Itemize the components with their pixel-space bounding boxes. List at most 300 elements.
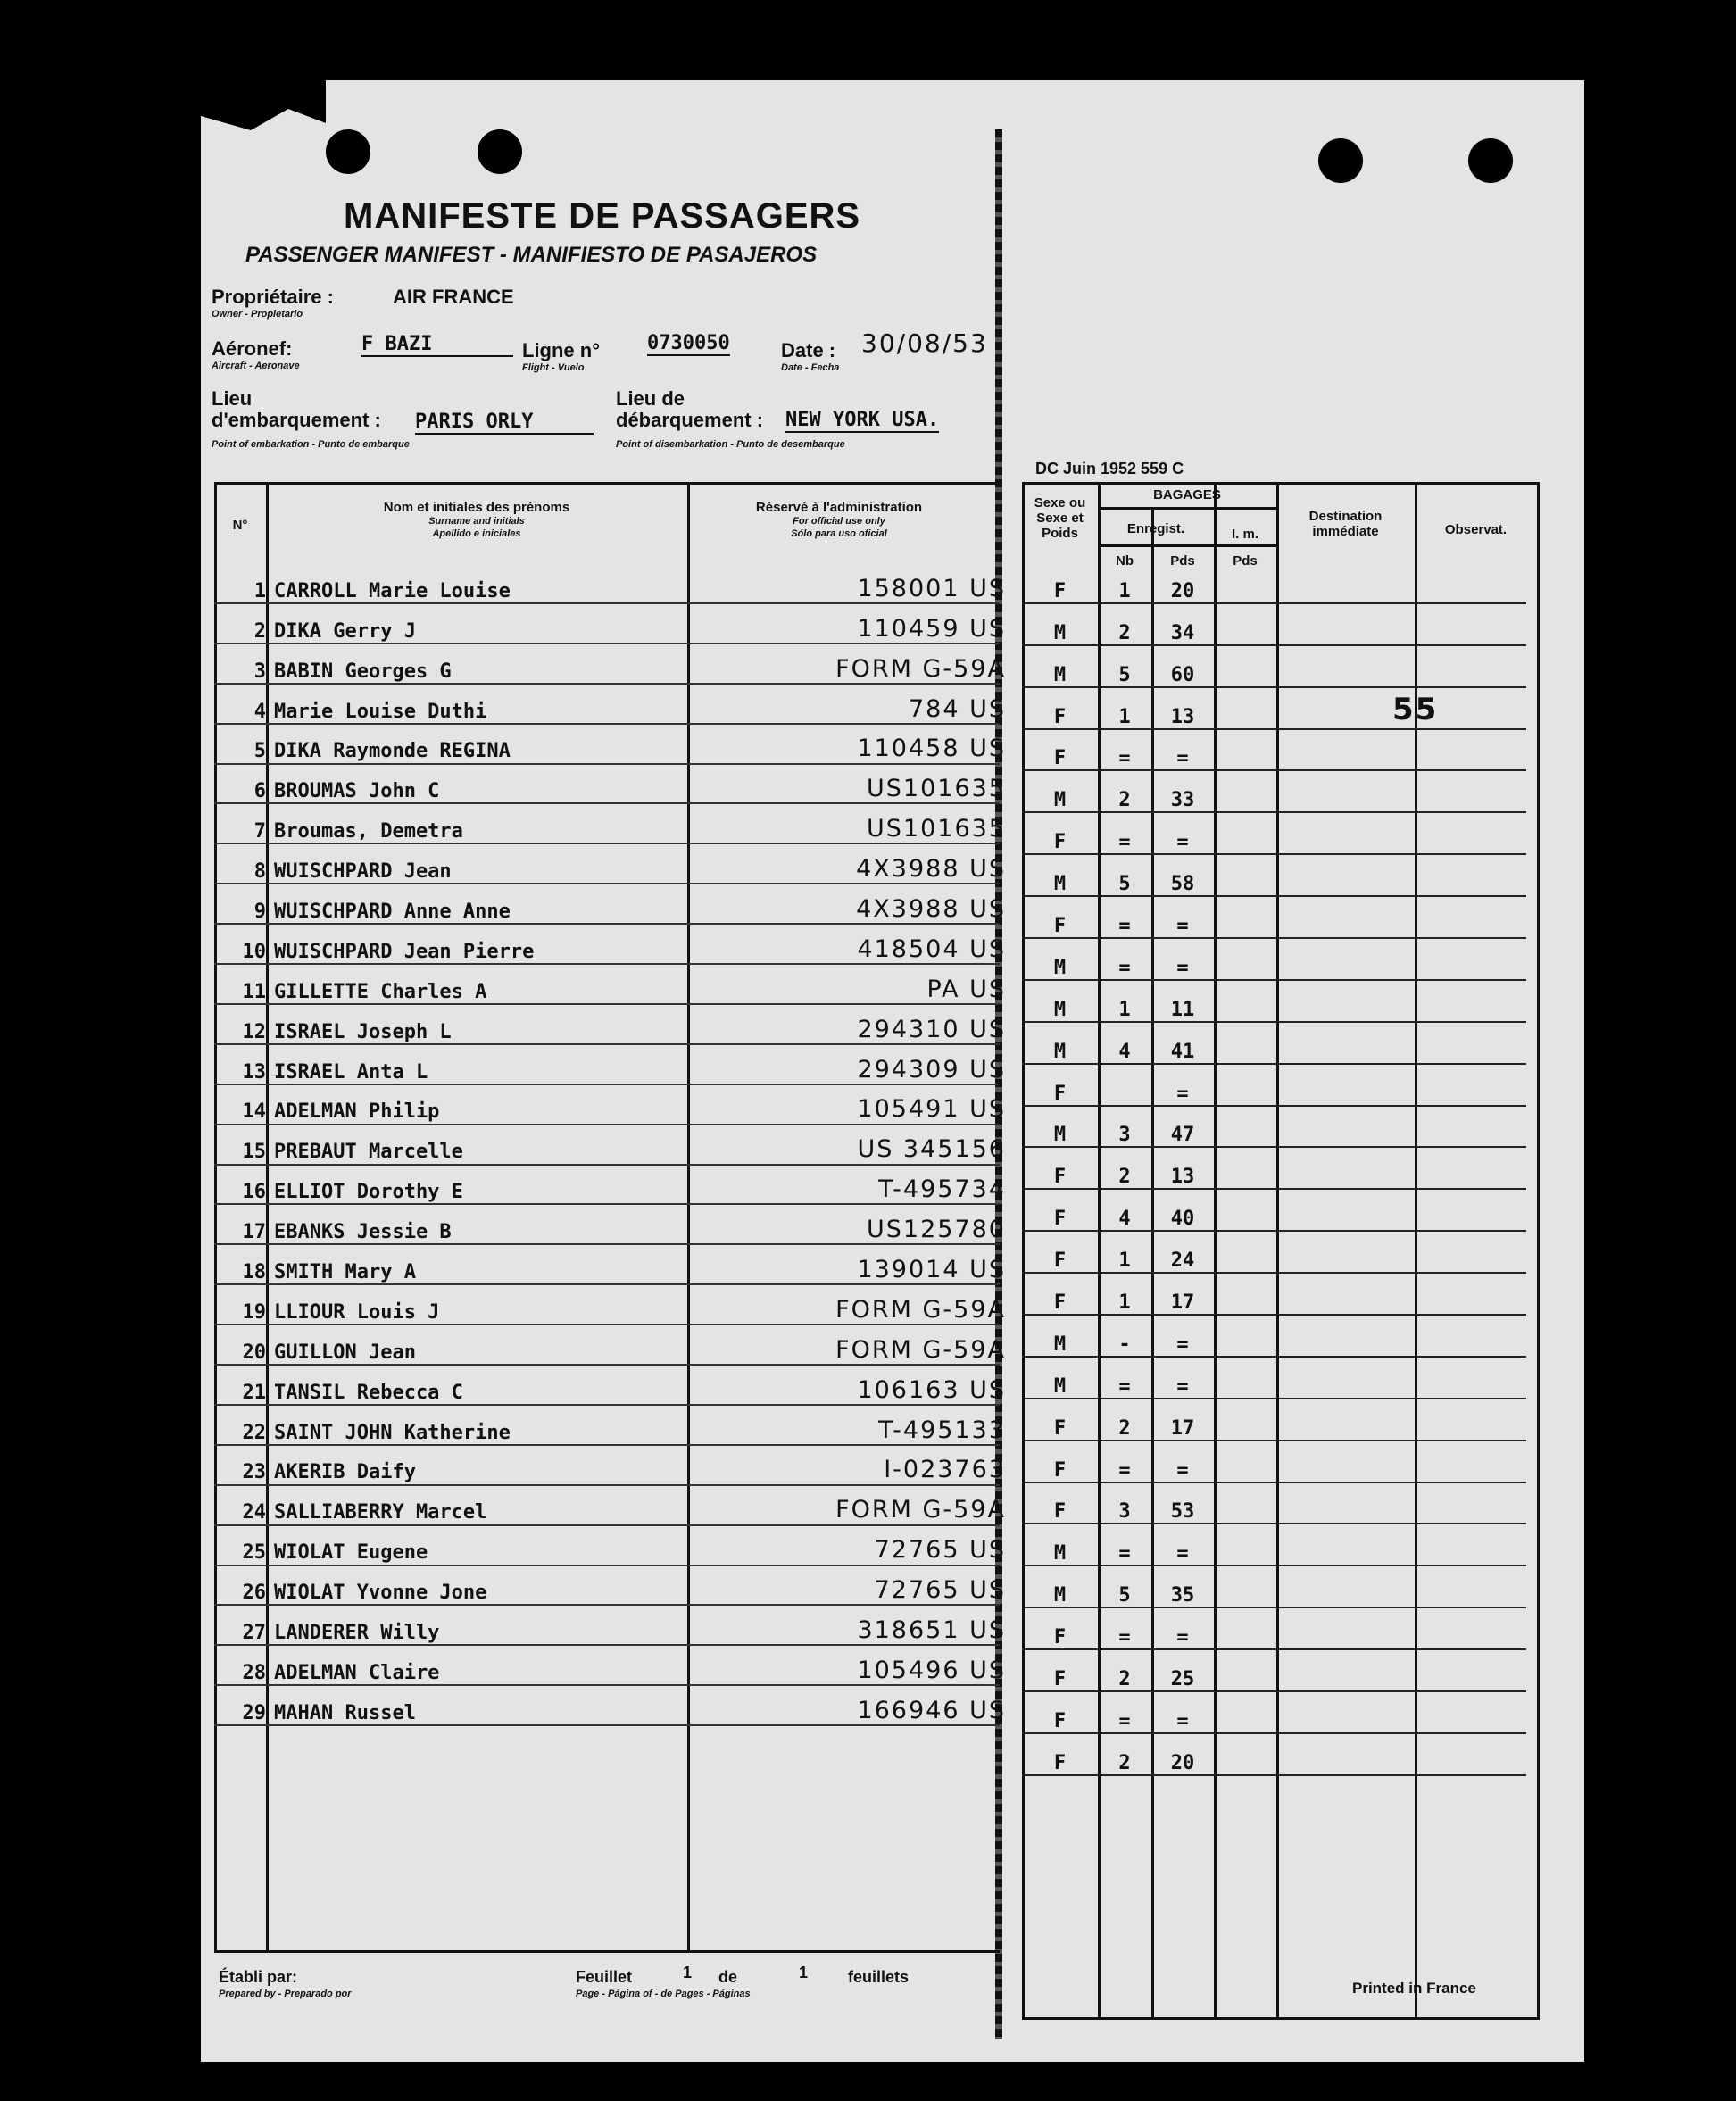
passenger-row — [214, 762, 1015, 802]
admin-number: FORM G-59A — [835, 1496, 1006, 1524]
observation-cell — [1415, 1524, 1526, 1565]
row-number: 13 — [242, 1060, 266, 1084]
passenger-name: CARROLL Marie Louise — [274, 579, 511, 602]
baggage-row — [1022, 1106, 1526, 1148]
row-number: 23 — [242, 1461, 266, 1484]
of-label: de — [718, 1968, 738, 1986]
hand-weight-cell — [1214, 1315, 1276, 1357]
hand-weight-cell — [1214, 1064, 1276, 1106]
passenger-name: SMITH Mary A — [274, 1261, 416, 1284]
row-number: 28 — [242, 1661, 266, 1684]
destination-cell — [1276, 1691, 1415, 1733]
owner-sub: Owner - Propietario — [212, 309, 303, 320]
col-admin-sub: For official use only — [793, 516, 885, 527]
sex-cell: F — [1022, 1399, 1098, 1441]
punch-hole — [478, 129, 522, 174]
passenger-row — [214, 1644, 1015, 1684]
sex-cell: F — [1022, 812, 1098, 854]
sex-cell: M — [1022, 1315, 1098, 1357]
row-number: 6 — [253, 780, 266, 803]
bag-weight-cell: 13 — [1151, 1147, 1214, 1189]
passenger-row — [214, 1324, 1015, 1364]
bag-count-cell: = — [1098, 812, 1151, 854]
passenger-name: Marie Louise Duthi — [274, 700, 487, 723]
bag-count-cell: 2 — [1098, 1649, 1151, 1691]
sex-cell: M — [1022, 1357, 1098, 1399]
passenger-row — [214, 1483, 1015, 1524]
col-name-sub2: Apellido e iniciales — [432, 528, 521, 539]
baggage-row — [1022, 980, 1526, 1022]
bag-weight-cell: = — [1151, 1064, 1214, 1106]
passenger-name: GILLETTE Charles A — [274, 980, 487, 1003]
baggage-row — [1022, 1565, 1526, 1607]
row-number: 19 — [242, 1300, 266, 1324]
sheet-value: 1 — [683, 1964, 693, 1981]
admin-number: 72765 US — [874, 1576, 1006, 1605]
passenger-name: LLIOUR Louis J — [274, 1300, 440, 1324]
passenger-row — [214, 683, 1015, 723]
observation-cell — [1415, 687, 1526, 729]
passenger-name: PREBAUT Marcelle — [274, 1141, 463, 1164]
admin-number: T-495734 — [878, 1175, 1006, 1204]
hand-weight-cell — [1214, 645, 1276, 687]
admin-number: 139014 US — [857, 1256, 1006, 1284]
col-pds-header: Pds — [1170, 553, 1195, 569]
bag-weight-cell: = — [1151, 1691, 1214, 1733]
baggage-row — [1022, 729, 1526, 771]
hand-weight-cell — [1214, 896, 1276, 938]
row-divider — [214, 1003, 1000, 1005]
passenger-row — [214, 1404, 1015, 1444]
row-divider — [214, 843, 1000, 844]
observation-cell — [1415, 1357, 1526, 1399]
bag-weight-cell: = — [1151, 1607, 1214, 1649]
row-number: 7 — [253, 820, 266, 843]
hand-weight-cell — [1214, 1733, 1276, 1775]
embark-sub: Point of embarkation - Punto de embarque — [212, 439, 410, 450]
sex-cell: M — [1022, 1524, 1098, 1565]
row-divider — [214, 1324, 1000, 1325]
row-divider — [214, 1644, 1000, 1646]
sex-cell: M — [1022, 854, 1098, 896]
destination-cell — [1276, 1607, 1415, 1649]
destination-cell — [1276, 1441, 1415, 1482]
aircraft-sub: Aircraft - Aeronave — [212, 361, 300, 371]
col-sex-header: Sexe ou Sexe et Poids — [1034, 495, 1086, 541]
bag-weight-cell: 47 — [1151, 1106, 1214, 1148]
passenger-name: AKERIB Daify — [274, 1461, 416, 1484]
passenger-row — [214, 1444, 1015, 1484]
admin-number: 72765 US — [874, 1536, 1006, 1565]
bag-weight-cell: 34 — [1151, 603, 1214, 645]
observation-cell — [1415, 1147, 1526, 1189]
row-divider — [214, 1243, 1000, 1245]
admin-number: US125780 — [867, 1216, 1006, 1244]
destination-cell — [1276, 1064, 1415, 1106]
destination-cell — [1276, 1189, 1415, 1231]
baggage-row — [1022, 1399, 1526, 1441]
observation-cell — [1415, 938, 1526, 980]
row-number: 24 — [242, 1501, 266, 1524]
col-hand-pds-header: Pds — [1233, 553, 1258, 569]
destination-cell — [1276, 1147, 1415, 1189]
row-number: 17 — [242, 1221, 266, 1244]
bag-count-cell: 5 — [1098, 854, 1151, 896]
bag-weight-cell: 11 — [1151, 980, 1214, 1022]
baggage-table — [1022, 562, 1526, 1776]
bag-count-cell: 3 — [1098, 1106, 1151, 1148]
hand-weight-cell — [1214, 1524, 1276, 1565]
bag-count-cell: = — [1098, 938, 1151, 980]
bag-count-cell: = — [1098, 1441, 1151, 1482]
admin-number: PA US — [926, 975, 1006, 1003]
bag-count-cell: = — [1098, 729, 1151, 771]
passenger-row — [214, 1684, 1015, 1724]
admin-number: FORM G-59A — [835, 1335, 1006, 1364]
row-divider — [214, 883, 1000, 884]
row-number: 16 — [242, 1181, 266, 1204]
passenger-name: TANSIL Rebecca C — [274, 1381, 463, 1404]
observation-cell — [1415, 603, 1526, 645]
baggage-row — [1022, 1147, 1526, 1189]
bag-weight-cell: 58 — [1151, 854, 1214, 896]
bag-weight-cell: 53 — [1151, 1482, 1214, 1524]
sex-cell: F — [1022, 1607, 1098, 1649]
punch-hole — [326, 129, 370, 174]
baggage-row — [1022, 1733, 1526, 1775]
bag-weight-cell: = — [1151, 1315, 1214, 1357]
destination-annotation: 55 — [1392, 692, 1439, 727]
sex-cell: F — [1022, 729, 1098, 771]
destination-cell — [1276, 896, 1415, 938]
baggage-row — [1022, 770, 1526, 812]
prepared-sub: Prepared by - Preparado por — [219, 1989, 352, 1999]
baggage-row — [1022, 562, 1526, 603]
admin-number: 784 US — [908, 694, 1006, 723]
row-divider — [214, 1404, 1000, 1406]
destination-cell — [1276, 603, 1415, 645]
col-baggage-header: BAGAGES — [1153, 487, 1221, 502]
sex-cell: M — [1022, 645, 1098, 687]
punch-hole — [1318, 138, 1363, 183]
bag-weight-cell: 20 — [1151, 1733, 1214, 1775]
baggage-row — [1022, 1649, 1526, 1691]
passenger-name: ADELMAN Claire — [274, 1661, 440, 1684]
row-number: 8 — [253, 860, 266, 884]
row-divider — [214, 1203, 1000, 1205]
owner-value: AIR FRANCE — [393, 286, 514, 308]
admin-number: FORM G-59A — [835, 1295, 1006, 1324]
passenger-row — [214, 963, 1015, 1003]
baggage-row — [1022, 1064, 1526, 1106]
printed-in: Printed in France — [1352, 1980, 1476, 1997]
sex-cell: F — [1022, 1691, 1098, 1733]
hand-weight-cell — [1214, 687, 1276, 729]
row-divider — [214, 1604, 1000, 1606]
bag-count-cell: 2 — [1098, 603, 1151, 645]
row-number: 20 — [242, 1341, 266, 1364]
row-divider — [214, 923, 1000, 925]
destination-cell — [1276, 687, 1415, 729]
hand-weight-cell — [1214, 1189, 1276, 1231]
admin-number: 110459 US — [857, 614, 1006, 643]
passenger-name: MAHAN Russel — [274, 1701, 416, 1724]
row-number: 2 — [253, 619, 266, 643]
destination-cell — [1276, 1649, 1415, 1691]
hand-weight-cell — [1214, 854, 1276, 896]
hand-weight-cell — [1214, 1565, 1276, 1607]
baggage-row — [1022, 1441, 1526, 1482]
baggage-row — [1022, 645, 1526, 687]
date-value: 30/08/53 — [861, 328, 988, 358]
baggage-row — [1022, 1273, 1526, 1315]
line-sub: Flight - Vuelo — [522, 362, 585, 373]
sex-cell: F — [1022, 896, 1098, 938]
row-number: 11 — [242, 980, 266, 1003]
bag-count-cell: 2 — [1098, 770, 1151, 812]
col-name-sub: Surname and initials — [428, 516, 525, 527]
admin-number: 106163 US — [857, 1375, 1006, 1404]
passenger-row — [214, 1604, 1015, 1644]
observation-cell — [1415, 1399, 1526, 1441]
sex-cell: F — [1022, 1189, 1098, 1231]
baggage-row — [1022, 1022, 1526, 1064]
sex-cell: F — [1022, 1064, 1098, 1106]
hand-weight-cell — [1214, 603, 1276, 645]
bag-weight-cell: 24 — [1151, 1231, 1214, 1273]
embark-label: Lieu d'embarquement : — [212, 387, 381, 431]
sheets-label: feuillets — [848, 1968, 910, 1986]
observation-cell — [1415, 980, 1526, 1022]
passenger-row — [214, 1283, 1015, 1324]
destination-cell — [1276, 812, 1415, 854]
bag-weight-cell: 17 — [1151, 1273, 1214, 1315]
row-divider — [214, 1364, 1000, 1366]
observation-cell — [1415, 854, 1526, 896]
observation-cell — [1415, 812, 1526, 854]
of-value: 1 — [799, 1964, 809, 1981]
row-divider — [214, 1124, 1000, 1125]
bag-count-cell: - — [1098, 1315, 1151, 1357]
row-divider — [214, 1164, 1000, 1166]
bag-weight-cell: = — [1151, 1357, 1214, 1399]
passenger-name: ISRAEL Joseph L — [274, 1020, 452, 1043]
hand-weight-cell — [1214, 1649, 1276, 1691]
sex-cell: M — [1022, 1106, 1098, 1148]
admin-number: 110458 US — [857, 735, 1006, 763]
bag-count-cell: 2 — [1098, 1733, 1151, 1775]
disembark-label: Lieu de débarquement : — [616, 387, 764, 431]
baggage-row — [1022, 1231, 1526, 1273]
observation-cell — [1415, 1189, 1526, 1231]
passenger-name: WUISCHPARD Anne Anne — [274, 901, 511, 924]
observation-cell — [1415, 1441, 1526, 1482]
passenger-row — [214, 1524, 1015, 1564]
sex-cell: M — [1022, 980, 1098, 1022]
observation-cell — [1415, 1733, 1526, 1775]
destination-cell — [1276, 1482, 1415, 1524]
bag-count-cell: 2 — [1098, 1399, 1151, 1441]
passenger-row — [214, 1203, 1015, 1243]
observation-cell — [1415, 729, 1526, 771]
row-number: 5 — [253, 740, 266, 763]
row-divider — [214, 1724, 1000, 1726]
passenger-name: BABIN Georges G — [274, 660, 452, 683]
passenger-name: ELLIOT Dorothy E — [274, 1181, 463, 1204]
bag-count-cell: 4 — [1098, 1189, 1151, 1231]
prepared-label: Établi par: — [219, 1968, 298, 1986]
row-divider — [214, 1524, 1000, 1526]
baggage-row — [1022, 687, 1526, 729]
row-divider — [214, 683, 1000, 685]
row-number: 15 — [242, 1141, 266, 1164]
destination-cell — [1276, 562, 1415, 603]
passenger-name: WUISCHPARD Jean — [274, 860, 452, 884]
hand-weight-cell — [1214, 1106, 1276, 1148]
line-label: Ligne n° — [522, 339, 601, 361]
row-divider — [214, 643, 1000, 644]
bag-weight-cell: 20 — [1151, 562, 1214, 603]
admin-number: US101635 — [867, 815, 1006, 843]
bag-count-cell: = — [1098, 1357, 1151, 1399]
hand-weight-cell — [1214, 812, 1276, 854]
form-code: DC Juin 1952 559 C — [1035, 460, 1184, 478]
destination-cell — [1276, 1022, 1415, 1064]
bag-weight-cell: 33 — [1151, 770, 1214, 812]
passenger-name: ISRAEL Anta L — [274, 1060, 428, 1084]
row-number: 27 — [242, 1622, 266, 1645]
bag-weight-cell: 13 — [1151, 687, 1214, 729]
admin-number: 4X3988 US — [856, 855, 1006, 884]
admin-number: 4X3988 US — [856, 895, 1006, 924]
baggage-row — [1022, 1691, 1526, 1733]
admin-number: I-023763 — [884, 1456, 1006, 1484]
bag-count-cell: 4 — [1098, 1022, 1151, 1064]
sex-cell: M — [1022, 603, 1098, 645]
hand-weight-cell — [1214, 1231, 1276, 1273]
passenger-name: DIKA Raymonde REGINA — [274, 740, 511, 763]
hand-weight-cell — [1214, 1022, 1276, 1064]
passenger-row — [214, 843, 1015, 883]
bag-weight-cell: = — [1151, 812, 1214, 854]
passenger-name: EBANKS Jessie B — [274, 1221, 452, 1244]
row-divider — [214, 963, 1000, 965]
hand-weight-cell — [1214, 938, 1276, 980]
passenger-name: SALLIABERRY Marcel — [274, 1501, 487, 1524]
row-number: 25 — [242, 1541, 266, 1565]
destination-cell — [1276, 1357, 1415, 1399]
sex-cell: M — [1022, 1022, 1098, 1064]
hand-weight-cell — [1214, 980, 1276, 1022]
bag-weight-cell: 25 — [1151, 1649, 1214, 1691]
row-divider — [214, 1043, 1000, 1045]
sex-cell: F — [1022, 1649, 1098, 1691]
passenger-name: SAINT JOHN Katherine — [274, 1421, 511, 1444]
row-divider — [214, 602, 1000, 604]
observation-cell — [1415, 1691, 1526, 1733]
bag-weight-cell: 60 — [1151, 645, 1214, 687]
row-number: 29 — [242, 1701, 266, 1724]
sex-cell: F — [1022, 1441, 1098, 1482]
bag-weight-cell: = — [1151, 1441, 1214, 1482]
observation-cell — [1415, 1649, 1526, 1691]
bag-count-cell: 5 — [1098, 645, 1151, 687]
destination-cell — [1276, 1231, 1415, 1273]
observation-cell — [1415, 1022, 1526, 1064]
admin-number: US 345156 — [857, 1135, 1006, 1164]
passenger-name: DIKA Gerry J — [274, 619, 416, 643]
passenger-name: WIOLAT Yvonne Jone — [274, 1582, 487, 1605]
manifest-title: MANIFESTE DE PASSAGERS — [344, 196, 861, 236]
admin-number: 318651 US — [857, 1616, 1006, 1645]
punch-hole — [1468, 138, 1513, 183]
hand-weight-cell — [1214, 729, 1276, 771]
observation-cell — [1415, 1565, 1526, 1607]
hand-weight-cell — [1214, 1482, 1276, 1524]
row-divider — [214, 1484, 1000, 1486]
sex-cell: M — [1022, 770, 1098, 812]
row-divider — [214, 1684, 1000, 1686]
sex-cell: F — [1022, 562, 1098, 603]
hand-weight-cell — [1214, 1399, 1276, 1441]
destination-cell — [1276, 1565, 1415, 1607]
passenger-name: BROUMAS John C — [274, 780, 440, 803]
torn-corner — [201, 80, 326, 152]
baggage-row — [1022, 1189, 1526, 1231]
line-value: 0730050 — [647, 332, 730, 354]
baggage-row — [1022, 896, 1526, 938]
observation-cell — [1415, 1273, 1526, 1315]
sex-cell: F — [1022, 1273, 1098, 1315]
baggage-row — [1022, 1357, 1526, 1399]
bag-count-cell: 2 — [1098, 1147, 1151, 1189]
passenger-name: GUILLON Jean — [274, 1341, 416, 1364]
destination-cell — [1276, 1315, 1415, 1357]
destination-cell — [1276, 729, 1415, 771]
owner-label: Propriétaire : — [212, 286, 334, 308]
hand-weight-cell — [1214, 562, 1276, 603]
col-name-header: Nom et initiales des prénoms — [383, 500, 570, 515]
sex-cell: F — [1022, 1231, 1098, 1273]
col-observ-header: Observat. — [1444, 522, 1508, 537]
destination-cell — [1276, 1524, 1415, 1565]
passenger-row — [214, 643, 1015, 683]
passenger-row — [214, 1163, 1015, 1203]
row-divider — [214, 763, 1000, 765]
embark-value: PARIS ORLY — [415, 411, 594, 435]
destination-cell — [1276, 854, 1415, 896]
bag-weight-cell: = — [1151, 938, 1214, 980]
col-registered-header: Enregist. — [1126, 521, 1185, 536]
col-admin-header: Réservé à l'administration — [755, 500, 923, 515]
destination-cell — [1276, 938, 1415, 980]
admin-number: 294310 US — [857, 1015, 1006, 1043]
hand-weight-cell — [1214, 1691, 1276, 1733]
aircraft-label: Aéronef: — [212, 337, 293, 360]
row-number: 10 — [242, 940, 266, 963]
hand-weight-cell — [1214, 1273, 1276, 1315]
passenger-name: ADELMAN Philip — [274, 1100, 440, 1124]
manifest-sheet — [201, 80, 1584, 2062]
passenger-name: WIOLAT Eugene — [274, 1541, 428, 1565]
bag-count-cell: = — [1098, 1607, 1151, 1649]
row-number: 26 — [242, 1582, 266, 1605]
bag-count-cell: 3 — [1098, 1482, 1151, 1524]
hand-weight-cell — [1214, 770, 1276, 812]
passenger-row — [214, 602, 1015, 643]
observation-cell — [1415, 1106, 1526, 1148]
admin-number: T-495133 — [878, 1416, 1006, 1444]
